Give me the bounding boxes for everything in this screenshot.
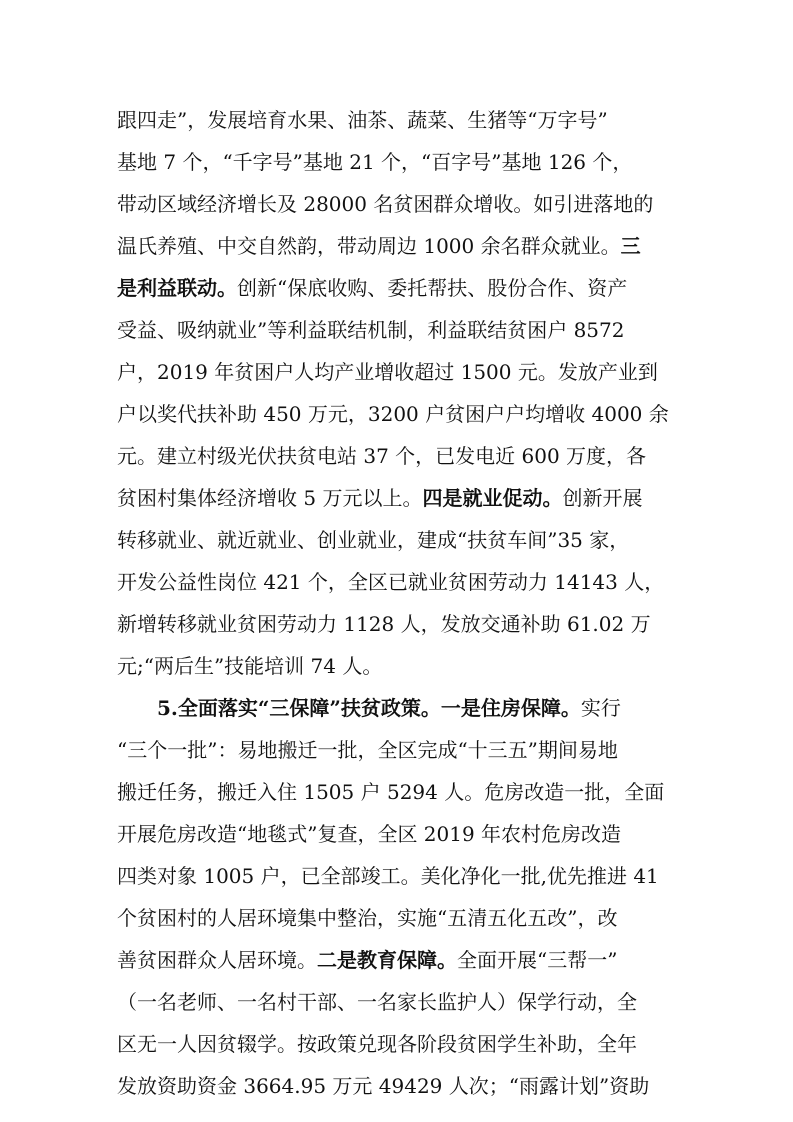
section-heading-line [157, 687, 621, 729]
text-run: 搬迁任务，搬迁入住 1505 户 5294 人。危房改造一批，全面 [117, 780, 665, 804]
text-line [117, 393, 669, 435]
text-run: 户，2019 年贫困户人均产业增收超过 1500 元。发放产业到 [117, 360, 658, 384]
text-run: 温氏养殖、中交自然韵，带动周边 1000 余名群众就业。 [117, 234, 621, 258]
text-run: 创新开展 [562, 486, 643, 510]
text-line [117, 435, 646, 477]
text-line [117, 519, 629, 561]
bold-heading-run: 四是就业促动。 [422, 486, 563, 510]
text-run: 转移就业、就近就业、创业就业，建成“扶贫车间”35 家， [117, 528, 630, 552]
text-line [117, 981, 637, 1023]
text-run: 创新“保底收购、委托帮扶、股份合作、资产 [237, 276, 628, 300]
text-run: 户以奖代扶补助 450 万元，3200 户贫困户户均增收 4000 余 [117, 402, 669, 426]
text-line [117, 267, 627, 309]
text-line [117, 813, 621, 855]
text-run: 四类对象 1005 户，已全部竣工。美化净化一批,优先推进 41 [117, 864, 659, 888]
text-run: 开展危房改造“地毯式”复查，全区 2019 年农村危房改造 [117, 822, 622, 846]
text-run: 元;“两后生”技能培训 74 人。 [117, 654, 383, 678]
text-run: 区无一人因贫辍学。按政策兑现各阶段贫困学生补助，全年 [117, 1032, 637, 1056]
text-line [117, 939, 617, 981]
text-line [117, 729, 618, 771]
text-line [117, 225, 641, 267]
text-line [117, 141, 632, 183]
text-line [117, 855, 659, 897]
text-line [117, 351, 658, 393]
text-line [117, 561, 664, 603]
text-line [117, 645, 382, 687]
text-line [117, 183, 653, 225]
text-run: 发放资助资金 3664.95 万元 49429 人次；“雨露计划”资助 [117, 1074, 650, 1098]
text-line [117, 99, 608, 141]
text-run: 实行 [580, 696, 621, 720]
text-run: 基地 7 个，“千字号”基地 21 个，“百字号”基地 126 个， [117, 150, 633, 174]
text-run: 贫困村集体经济增收 5 万元以上。 [117, 486, 423, 510]
text-line [117, 897, 617, 939]
bold-heading-run: 三 [620, 234, 641, 258]
text-run: 元。建立村级光伏扶贫电站 37 个，已发电近 600 万度，各 [117, 444, 647, 468]
bold-heading-run: 是利益联动。 [117, 276, 237, 300]
text-line [117, 1065, 649, 1107]
text-run: （一名老师、一名村干部、一名家长监护人）保学行动，全 [117, 990, 637, 1014]
text-run: 个贫困村的人居环境集中整治，实施“五清五化五改”，改 [117, 906, 618, 930]
text-line [117, 771, 664, 813]
text-run: 新增转移就业贫困劳动力 1128 人，发放交通补助 61.02 万 [117, 612, 651, 636]
text-run: 善贫困群众人居环境。 [117, 948, 317, 972]
text-line [117, 1023, 637, 1065]
text-run: 跟四走”，发展培育水果、油茶、蔬菜、生猪等“万字号” [117, 108, 608, 132]
text-line [117, 603, 651, 645]
text-line [117, 309, 624, 351]
text-run: 开发公益性岗位 421 个，全区已就业贫困劳动力 14143 人， [117, 570, 665, 594]
bold-heading-run: 5.全面落实“三保障”扶贫政策。一是住房保障。 [157, 696, 581, 720]
text-line [117, 477, 642, 519]
bold-heading-run: 二是教育保障。 [317, 948, 457, 972]
text-run: 带动区域经济增长及 28000 名贫困群众增收。如引进落地的 [117, 192, 654, 216]
text-run: “三个一批”：易地搬迁一批，全区完成“十三五”期间易地 [117, 738, 618, 762]
text-run: 全面开展“三帮一” [457, 948, 618, 972]
text-run: 受益、吸纳就业”等利益联结机制，利益联结贫困户 8572 [117, 318, 625, 342]
